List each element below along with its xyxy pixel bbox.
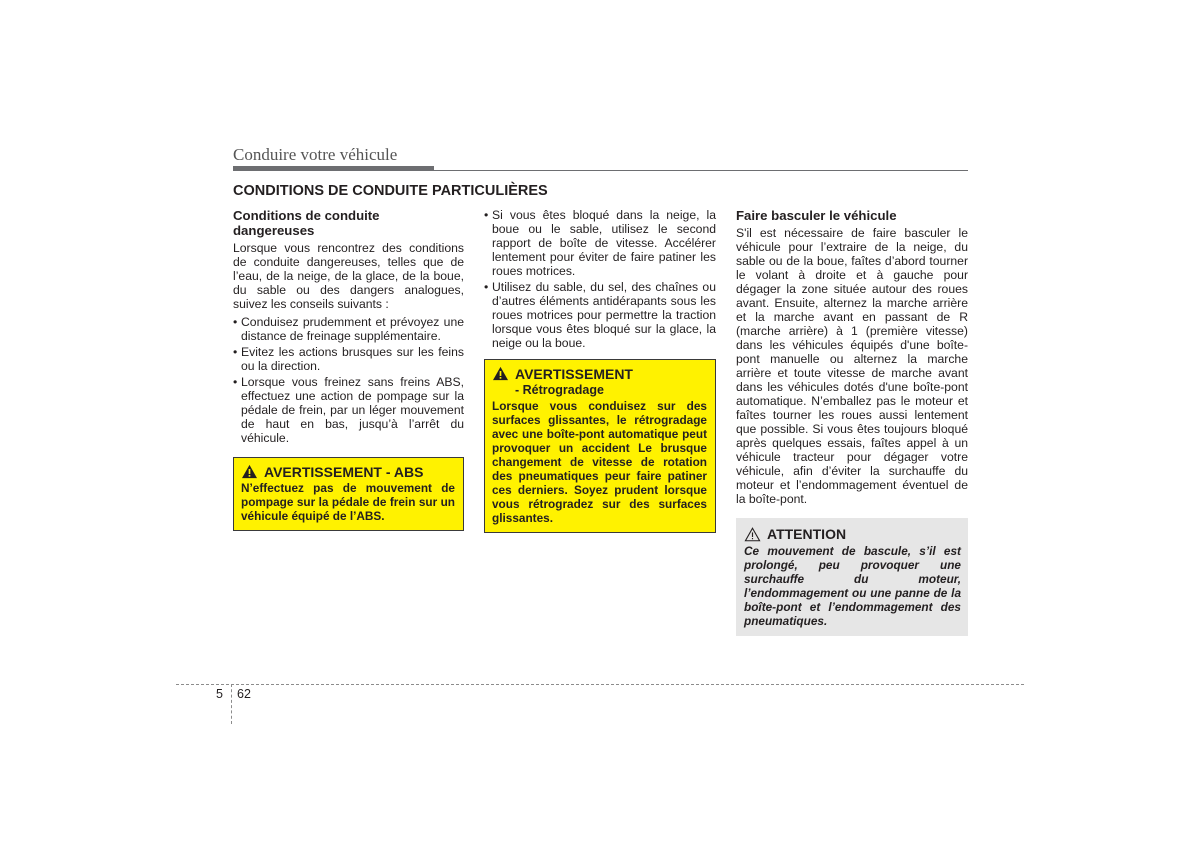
section-title: CONDITIONS DE CONDUITE PARTICULIÈRES xyxy=(233,183,548,199)
attention-heading xyxy=(744,526,961,543)
attention-text: Ce mouvement de bascule, s’il est prolongé, peu provoquer une surchauffe du moteur, l’endommagement ou une panne de la boîte-pont et l’endommagement des pneumatiques. xyxy=(744,544,961,628)
warning-title: AVERTISSEMENT xyxy=(515,366,633,382)
tips-list xyxy=(233,315,464,445)
header-rule xyxy=(434,170,968,171)
column-2 xyxy=(484,208,716,533)
column-3 xyxy=(736,208,968,636)
tips-list xyxy=(484,208,716,350)
caution-triangle-icon xyxy=(744,527,761,542)
attention-box xyxy=(736,518,968,636)
warning-triangle-icon xyxy=(241,464,258,479)
subheading-rocking-vehicle: Faire basculer le véhicule xyxy=(736,208,897,223)
column-1 xyxy=(233,208,464,531)
list-item: • Evitez les actions brusques sur les feins ou la direction. xyxy=(233,345,464,373)
list-item: • Conduisez prudemment et prévoyez une distance de freinage supplémentaire. xyxy=(233,315,464,343)
header-accent-bar xyxy=(233,166,434,171)
page-number-separator xyxy=(231,684,232,724)
chapter-number: 5 xyxy=(216,687,223,701)
attention-title: ATTENTION xyxy=(767,526,847,542)
warning-text: N’effectuez pas de mouvement de pompage sur la pédale de frein sur un véhicule équipé de l’ABS. xyxy=(241,481,455,523)
intro-paragraph: Lorsque vous rencontrez des conditions de conduite dangereuses, telles que de l’eau, de la neige, de la glace, de la boue, du sable ou des dangers analogues, suivez les conseils suivants : xyxy=(233,241,464,311)
warning-title: AVERTISSEMENT - ABS xyxy=(264,464,424,480)
warning-box-downshift xyxy=(484,359,716,533)
page-number: 62 xyxy=(237,687,251,701)
subheading-dangerous-conditions: Conditions de conduite dangereuses xyxy=(233,208,380,238)
footer-rule xyxy=(176,684,1024,685)
warning-box-abs xyxy=(233,457,464,531)
list-item: • Lorsque vous freinez sans freins ABS, effectuez une action de pompage sur la pédale de frein, par un léger mouvement de haut en bas, jusqu’à l’arrêt du véhicule. xyxy=(233,375,464,445)
warning-heading xyxy=(492,366,707,398)
list-item: • Si vous êtes bloqué dans la neige, la boue ou le sable, utilisez le second rapport de boîte de vitesse. Accélérer lentement pour éviter de faire patiner les roues motrices. xyxy=(484,208,716,278)
rocking-paragraph: S'il est nécessaire de faire basculer le véhicule pour l’extraire de la neige, du sable ou de la boue, faîtes d’abord tourner le volant à droite et à gauche pour dégager la zone située autour des roues avant. Ensuite, alternez la marche arrière et la marche avant en passant de R (marche arrière) à 1 (première vitesse) dans les véhicules équipés d'une boîte-pont manuelle ou alternez la marche arrière et toute vitesse de marche avant dans les véhicules dotés d'une boîte-pont automatique. N’emballez pas le moteur et faîtes tourner les roues aussi lentement que possible. Si vous êtes toujours bloqué après quelques essais, faîtes appel à un véhicule tracteur pour dégager votre véhicule, afin d’éviter la surchauffe du moteur et l’endommagement éventuel de la boîte-pont. xyxy=(736,226,968,506)
chapter-title: Conduire votre véhicule xyxy=(233,145,398,164)
warning-heading xyxy=(241,464,455,480)
warning-subtitle: - Rétrogradage xyxy=(515,383,604,397)
list-item: • Utilisez du sable, du sel, des chaînes ou d’autres éléments antidérapants sous les roues motrices pour permettre la traction lorsque vous êtes bloqué sur la glace, la neige ou la boue. xyxy=(484,280,716,350)
warning-triangle-icon xyxy=(492,366,509,381)
warning-text: Lorsque vous conduisez sur des surfaces glissantes, le rétrogradage avec une boîte-pont automatique peut provoquer un accident Le brusque changement de vitesse de rotation des pneumatiques peur faire patiner ces derniers. Soyez prudent lorsque vous rétrogradez sur des surfaces glissantes. xyxy=(492,399,707,525)
